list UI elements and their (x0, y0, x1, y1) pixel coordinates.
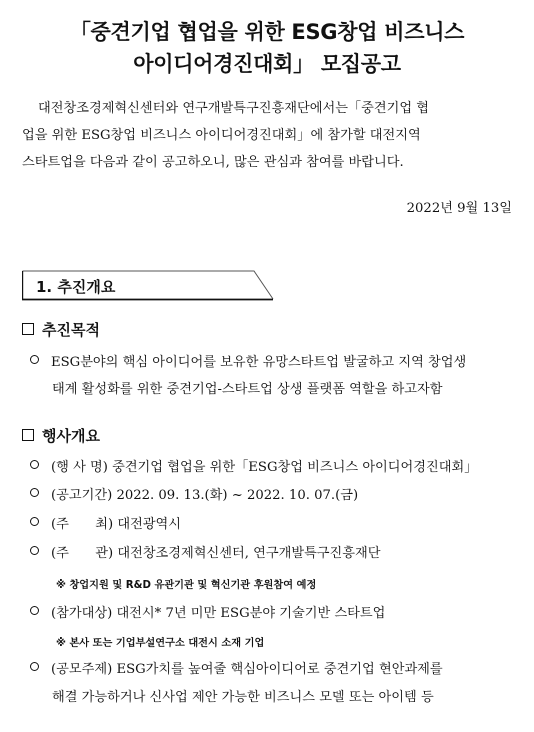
location-note: ※ 본사 또는 기업부설연구소 대전시 소재 기업 (56, 638, 265, 649)
event-item-target (30, 602, 385, 621)
circle-bullet-icon (30, 488, 39, 497)
event-item-host (30, 513, 181, 532)
intro-line-3: 스타트업을 다음과 같이 공고하오니, 많은 관심과 참여를 바랍니다. (22, 155, 404, 170)
circle-bullet-icon (30, 606, 39, 615)
circle-bullet-icon (30, 460, 39, 469)
event-item-text: (참가대상) 대전시* 7년 미만 ESG분야 기술기반 스타트업 (51, 606, 386, 621)
event-item-period (30, 484, 358, 503)
square-bullet-icon (22, 323, 34, 335)
event-item-topic (30, 658, 443, 677)
intro-line-2: 업을 위한 ESG창업 비즈니스 아이디어경진대회」에 참가할 대전지역 (22, 128, 421, 143)
event-item-text: (주 관) 대전창조경제혁신센터, 연구개발특구진흥재단 (51, 546, 381, 561)
section-1-header (22, 270, 272, 300)
title-line-2: 아이디어경진대회」 모집공고 (133, 52, 401, 76)
circle-bullet-icon (30, 546, 39, 555)
circle-bullet-icon (30, 517, 39, 526)
event-heading (22, 425, 100, 446)
event-item-text: (행 사 명) 중견기업 협업을 위한「ESG창업 비즈니스 아이디어경진대회」 (51, 460, 478, 475)
section-1-label: 1. 추진개요 (36, 278, 116, 296)
event-item-text: (공고기간) 2022. 09. 13.(화) ~ 2022. 10. 07.(금) (51, 488, 359, 503)
topic-line-2: 해결 가능하거나 신사업 제안 가능한 비즈니스 모델 또는 아이템 등 (52, 690, 434, 705)
announcement-date: 2022년 9월 13일 (406, 201, 512, 216)
purpose-line-2: 태계 활성화를 위한 중견기업-스타트업 상생 플랫폼 역할을 하고자함 (52, 382, 443, 397)
purpose-item (30, 351, 466, 370)
topic-line-1: (공모주제) ESG가치를 높여줄 핵심아이디어로 중견기업 현안과제를 (51, 662, 443, 677)
circle-bullet-icon (30, 355, 39, 364)
sponsor-note: ※ 창업지원 및 R&D 유관기관 및 혁신기관 후원참여 예정 (56, 580, 317, 591)
event-item-name (30, 456, 477, 475)
circle-bullet-icon (30, 662, 39, 671)
event-item-organizer (30, 542, 381, 561)
intro-line-1: 대전창조경제혁신센터와 연구개발특구진흥재단에서는「중견기업 협 (38, 101, 430, 116)
purpose-heading (22, 319, 100, 340)
event-heading-text: 행사개요 (42, 427, 100, 445)
purpose-line-1: ESG분야의 핵심 아이디어를 보유한 유망스타트업 발굴하고 지역 창업생 (51, 355, 467, 370)
purpose-heading-text: 추진목적 (42, 321, 100, 339)
intro-paragraph (22, 95, 512, 176)
square-bullet-icon (22, 429, 34, 441)
event-item-text: (주 최) 대전광역시 (51, 517, 182, 532)
title-line-1: 「중견기업 협업을 위한 ESG창업 비즈니스 (69, 20, 465, 44)
